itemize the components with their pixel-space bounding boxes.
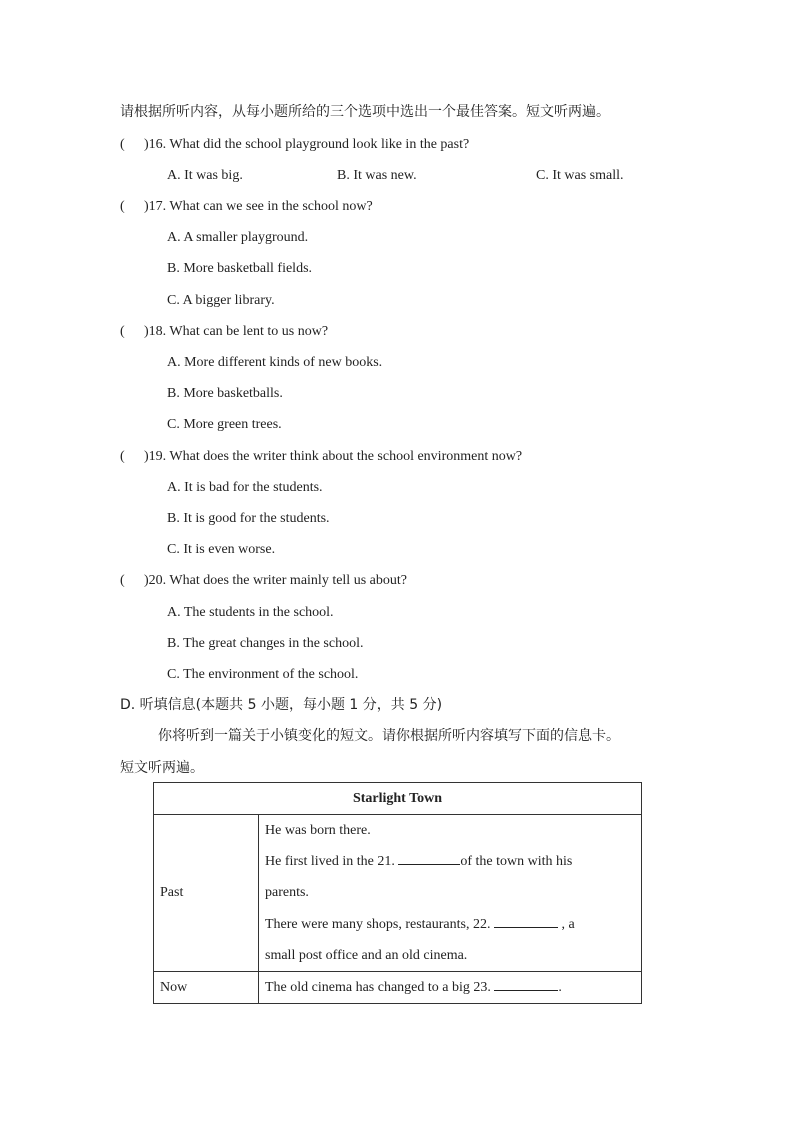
past-label: Past <box>154 815 259 972</box>
question-number: )18. <box>144 324 167 339</box>
info-card-table <box>153 782 642 1004</box>
info-card-title: Starlight Town <box>154 783 642 815</box>
past-line-2-text-end: of the town with his <box>460 854 573 870</box>
past-line-4-text: There were many shops, restaurants, 22. <box>265 916 494 932</box>
option-c: C. It is even worse. <box>167 542 276 557</box>
question-17 <box>120 198 373 216</box>
now-line <box>265 972 635 1003</box>
question-number: )16. <box>144 137 167 152</box>
question-16 <box>120 136 469 154</box>
blank-22[interactable] <box>494 913 558 928</box>
option-b: B. It is good for the students. <box>167 511 330 526</box>
option-a: A. More different kinds of new books. <box>167 355 383 370</box>
now-line-text-end: . <box>558 979 562 995</box>
past-line-5: small post office and an old cinema. <box>265 947 468 963</box>
option-a: A. A smaller playground. <box>167 230 309 245</box>
question-stem: What did the school playground look like in the past? <box>169 137 470 152</box>
past-line-1: He was born there. <box>265 823 371 838</box>
option-c: C. A bigger library. <box>167 293 275 308</box>
blank-21[interactable] <box>398 850 460 865</box>
answer-bracket[interactable]: ( <box>120 449 125 464</box>
option-a: A. It is bad for the students. <box>167 480 323 495</box>
section-d-title: D. 听填信息(本题共 5 小题，每小题 1 分，共 5 分) <box>120 697 443 713</box>
option-c: C. More green trees. <box>167 417 282 432</box>
question-stem: What does the writer think about the school environment now? <box>169 449 523 464</box>
past-line-2-text: He first lived in the 21. <box>265 854 399 870</box>
question-number: )17. <box>144 199 167 214</box>
question-number: )20. <box>144 573 167 588</box>
answer-bracket[interactable]: ( <box>120 137 125 152</box>
past-line-2 <box>265 846 635 877</box>
question-stem: What can we see in the school now? <box>169 199 373 214</box>
option-b: B. It was new. <box>337 168 417 183</box>
option-c: C. The environment of the school. <box>167 667 359 682</box>
past-line-4 <box>265 909 635 940</box>
section-d-instruction: 你将听到一篇关于小镇变化的短文。请你根据所听内容填写下面的信息卡。 <box>158 728 620 744</box>
option-c: C. It was small. <box>536 168 624 183</box>
now-label: Now <box>154 971 259 1003</box>
question-19 <box>120 448 522 466</box>
now-line-text: The old cinema has changed to a big 23. <box>265 979 495 995</box>
option-a: A. The students in the school. <box>167 605 334 620</box>
question-number: )19. <box>144 449 167 464</box>
option-b: B. The great changes in the school. <box>167 636 364 651</box>
question-stem: What can be lent to us now? <box>169 324 329 339</box>
option-b: B. More basketball fields. <box>167 261 313 276</box>
section-d-instruction-cont: 短文听两遍。 <box>120 760 204 776</box>
question-stem: What does the writer mainly tell us about? <box>169 573 407 588</box>
past-line-3: parents. <box>265 885 309 901</box>
past-line-4-text-end: , a <box>557 916 575 932</box>
now-content <box>259 971 642 1003</box>
answer-bracket[interactable]: ( <box>120 573 125 588</box>
question-20 <box>120 572 407 590</box>
option-b: B. More basketballs. <box>167 386 283 401</box>
answer-bracket[interactable]: ( <box>120 324 125 339</box>
past-content <box>259 815 642 972</box>
blank-23[interactable] <box>494 976 558 991</box>
question-18 <box>120 323 328 341</box>
answer-bracket[interactable]: ( <box>120 199 125 214</box>
section-c-instruction: 请根据所听内容，从每小题所给的三个选项中选出一个最佳答案。短文听两遍。 <box>120 104 610 120</box>
option-a: A. It was big. <box>167 168 243 183</box>
